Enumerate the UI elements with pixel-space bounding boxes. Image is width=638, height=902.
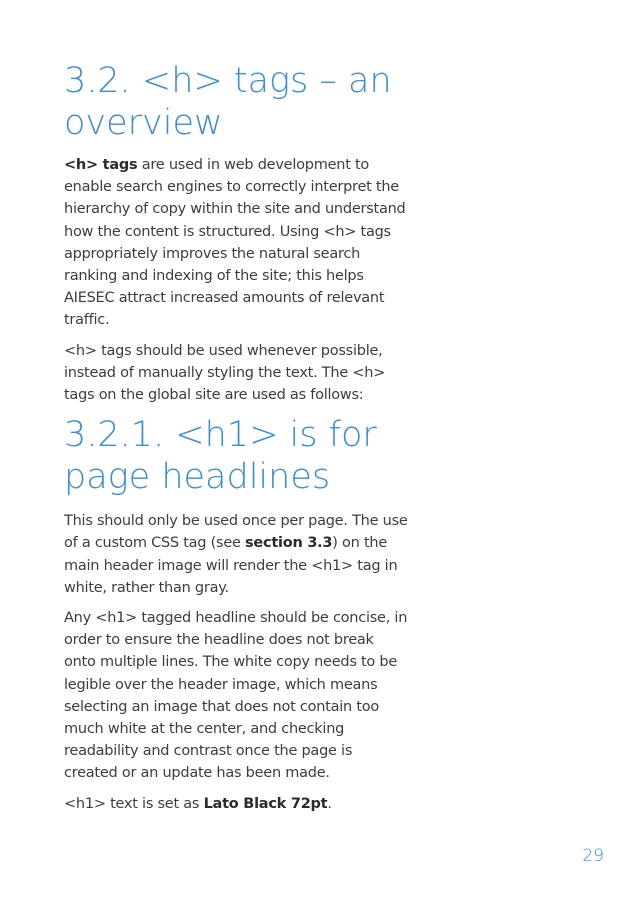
section-heading-h1 [64, 414, 409, 498]
paragraph-text: Any <h1> tagged headline should be concise, in order to ensure the headline does not break onto multiple lines. The white copy needs to be legible over the header image, which means selecting an image that does not contain too much white at the center, and checking readability and contrast once the page is created or an update has been made. [64, 610, 408, 782]
heading-line-2: page headlines [64, 457, 331, 498]
overview-paragraph-1 [64, 154, 409, 332]
section-heading-overview [64, 60, 409, 144]
section-reference: section 3.3 [245, 535, 333, 552]
paragraph-text: <h1> text is set as [64, 795, 204, 812]
paragraph-text: . [327, 795, 332, 812]
paragraph-text: ) on the main header image will render the <h1> tag in white, rather than gray. [64, 535, 398, 596]
heading-line-1: 3.2.1. <h1> is for [64, 415, 377, 456]
h1-paragraph-3 [64, 793, 409, 815]
paragraph-text: This should only be used once per page. The use of a custom CSS tag (see [64, 513, 408, 552]
heading-line-1: 3.2. <h> tags – an [64, 61, 392, 101]
h1-paragraph-2 [64, 607, 409, 785]
font-spec: Lato Black 72pt [203, 795, 328, 812]
heading-line-2: overview [64, 103, 223, 143]
paragraph-text: <h> tags should be used whenever possible, instead of manually styling the text. The <h> tags on the global site are used as follows: [64, 342, 386, 404]
page-number: 29 [582, 846, 604, 866]
h1-paragraph-1 [64, 510, 409, 599]
overview-paragraph-2 [64, 340, 409, 407]
paragraph-text: are used in web development to enable search engines to correctly interpret the hierarchy of copy within the site and understand how the content is structured. Using <h> tags appropriately improves the natural search ranking and indexing of the site; this helps AIESEC attract increased amounts of relevant traffic. [64, 157, 406, 329]
page-content [64, 60, 409, 823]
bold-term: <h> tags [64, 157, 138, 173]
